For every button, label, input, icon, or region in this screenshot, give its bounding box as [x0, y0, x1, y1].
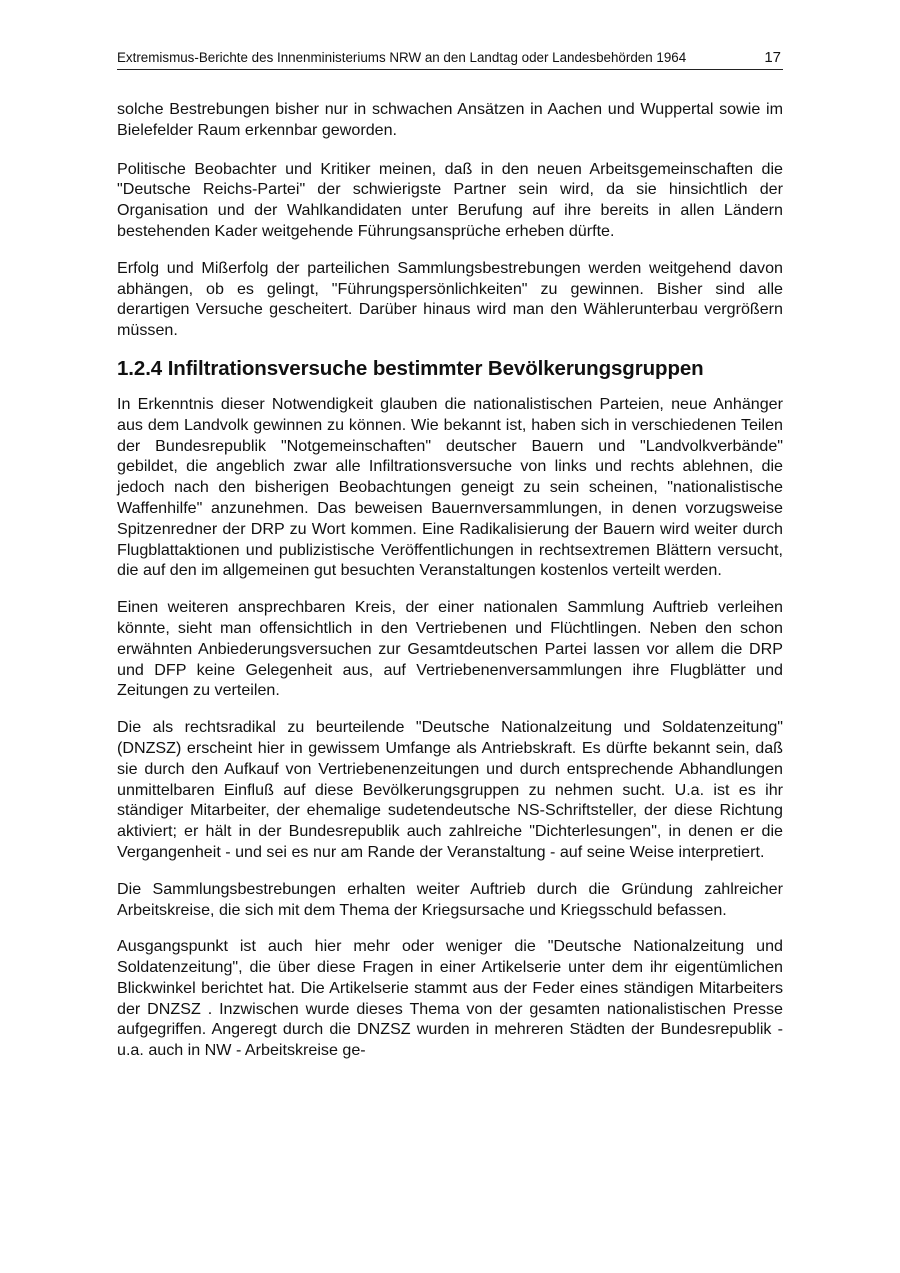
- paragraph: Erfolg und Mißerfolg der parteilichen Sammlungsbestrebungen werden weitgehend davon abhängen, ob es gelingt, "Führungspersönlichkeiten" zu gewinnen. Bisher sind alle derartigen Versuche gescheitert. Darüber hinaus wird man den Wählerunterbau vergrößern müssen.: [117, 258, 783, 340]
- paragraph: Politische Beobachter und Kritiker meinen, daß in den neuen Arbeitsgemeinschaften die "Deutsche Reichs-Partei" der schwierigste Partner sein wird, da sie hinsichtlich der Organisation und der Wahlkandidaten unter Berufung auf ihre bereits in allen Ländern bestehenden Kader weitgehende Führungsansprüche erheben dürfte.: [117, 159, 783, 240]
- paragraph: Ausgangspunkt ist auch hier mehr oder weniger die "Deutsche Nationalzeitung und Soldatenzeitung", die über diese Fragen in einer Artikelserie unter dem ihr eigentümlichen Blickwinkel berichtet hat. Die Artikelserie stammt aus der Feder eines ständigen Mitarbeiters der DNZSZ . Inzwischen wurde dieses Thema von der gesamten nationalistischen Presse aufgegriffen. Angeregt durch die DNZSZ wurden in mehreren Städten der Bundesrepublik - u.a. auch in NW - Arbeitskreise ge-: [117, 937, 783, 1060]
- running-header: [117, 50, 783, 70]
- paragraph: solche Bestrebungen bisher nur in schwachen Ansätzen in Aachen und Wuppertal sowie im Bielefelder Raum erkennbar geworden.: [117, 100, 783, 139]
- paragraph: Die Sammlungsbestrebungen erhalten weiter Auftrieb durch die Gründung zahlreicher Arbeitskreise, die sich mit dem Thema der Kriegsursache und Kriegsschuld befassen.: [117, 879, 783, 919]
- document-page: [117, 50, 783, 1077]
- header-title: Extremismus-Berichte des Innenministeriums NRW an den Landtag oder Landesbehörden 1964: [117, 50, 687, 65]
- paragraph: In Erkenntnis dieser Notwendigkeit glauben die nationalistischen Parteien, neue Anhänger aus dem Landvolk gewinnen zu können. Wie bekannt ist, haben sich in verschiedenen Teilen der Bundesrepublik "Notgemeinschaften" deutscher Bauern und "Landvolkverbände" gebildet, die angeblich zwar alle Infiltrationsversuche von links und rechts ablehnen, die jedoch nach den bisherigen Beobachtungen geneigt zu sein scheinen, "nationalistische Waffenhilfe" anzunehmen. Das beweisen Bauernversammlungen, in denen vorzugsweise Spitzenredner der DRP zu Wort kommen. Eine Radikalisierung der Bauern wird weiter durch Flugblattaktionen und publizistische Veröffentlichungen in rechtsextremen Blättern versucht, die auf den im allgemeinen gut besuchten Veranstaltungen kostenlos verteilt werden.: [117, 394, 783, 580]
- page-number: 17: [764, 49, 781, 66]
- section-heading: 1.2.4 Infiltrationsversuche bestimmter Bevölkerungsgruppen: [117, 356, 704, 380]
- body-text: [117, 99, 783, 1061]
- paragraph: Die als rechtsradikal zu beurteilende "Deutsche Nationalzeitung und Soldatenzeitung" (DNZSZ) erscheint hier in gewissem Umfange als Antriebskraft. Es dürfte bekannt sein, daß sie durch den Aufkauf von Vertriebenenzeitungen und durch entsprechende Abhandlungen unmittelbaren Einfluß auf diese Bevölkerungsgruppen zu nehmen sucht. U.a. ist es ihr ständiger Mitarbeiter, der ehemalige sudetendeutsche NS-Schriftsteller, der diese Richtung aktiviert; er hält in der Bundesrepublik auch zahlreiche "Dichterlesungen", in denen er die Vergangenheit - und sei es nur am Rande der Veranstaltung - auf seine Weise interpretiert.: [117, 718, 783, 861]
- paragraph: Einen weiteren ansprechbaren Kreis, der einer nationalen Sammlung Auftrieb verleihen könnte, sieht man offensichtlich in den Vertriebenen und Flüchtlingen. Neben den schon erwähnten Anbiederungsversuchen zur Gesamtdeutschen Partei lassen vor allem die DRP und DFP keine Gelegenheit aus, auf Vertriebenenversammlungen ihre Flugblätter und Zeitungen zu verteilen.: [117, 598, 783, 700]
